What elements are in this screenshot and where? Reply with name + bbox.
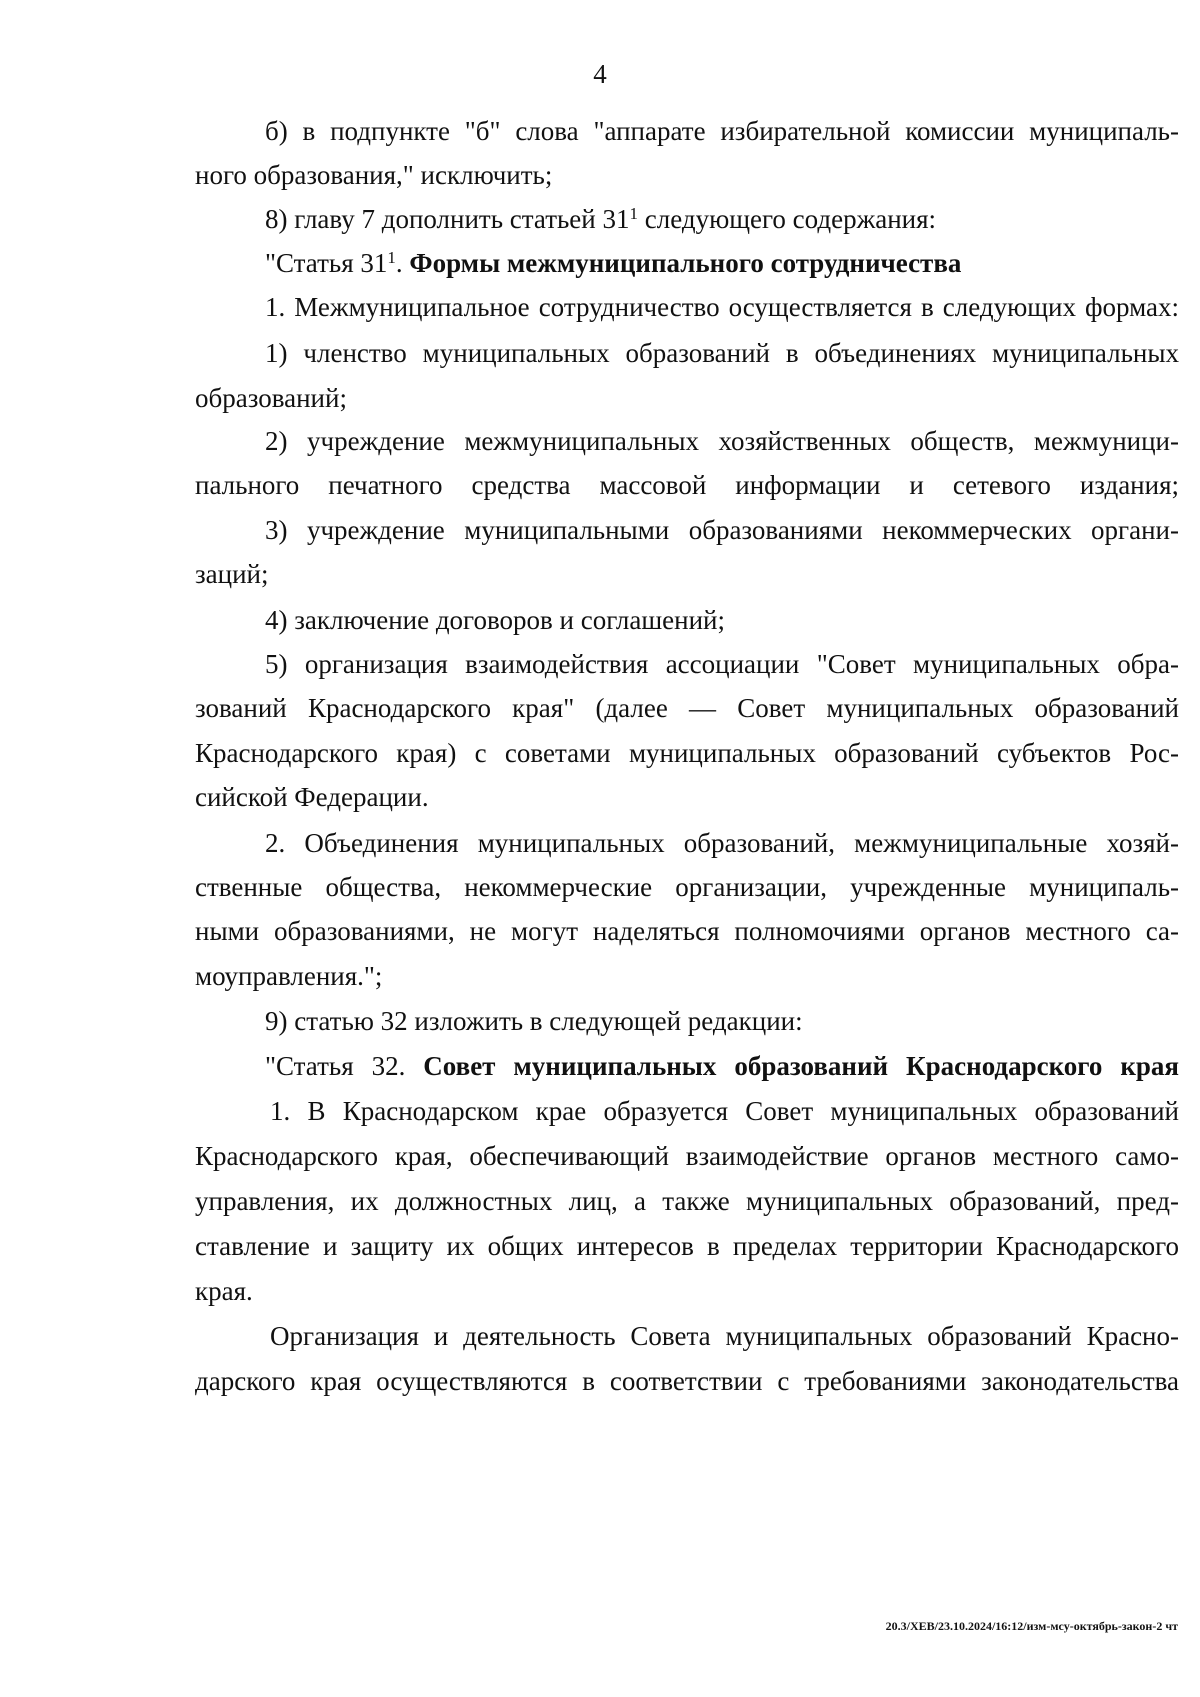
article-heading xyxy=(265,1048,1179,1084)
text-line: заций; xyxy=(195,559,269,589)
text-line: 1. Межмуниципальное сотрудничество осуществляется в следующих формах: xyxy=(265,292,1179,322)
text-line: сийской Федерации. xyxy=(195,782,429,812)
text-line: 5) организация взаимодействия ассоциации "Совет муниципальных обра- xyxy=(265,649,1179,679)
superscript: 1 xyxy=(387,248,396,267)
text-span: 8) главу 7 дополнить статьей 31 xyxy=(265,204,630,234)
text-line: 2. Объединения муниципальных образований, межмуниципальные хозяй- xyxy=(265,828,1179,858)
superscript: 1 xyxy=(629,204,638,223)
text-line: зований Краснодарского края" (далее — Совет муниципальных образований xyxy=(195,693,1179,723)
text-span: "Статья 32. xyxy=(265,1051,424,1081)
page-number: 4 xyxy=(593,59,607,89)
text-line: пального печатного средства массовой информации и сетевого издания; xyxy=(195,470,1179,500)
text-line: ственные общества, некоммерческие организации, учрежденные муниципаль- xyxy=(195,872,1179,902)
text-line: 1. В Краснодарском крае образуется Совет муниципальных образований xyxy=(270,1096,1179,1126)
text-line: ставление и защиту их общих интересов в пределах территории Краснодарского xyxy=(195,1231,1179,1261)
text-line: 4) заключение договоров и соглашений; xyxy=(265,605,725,635)
text-line: управления, их должностных лиц, а также муниципальных образований, пред- xyxy=(195,1186,1179,1216)
text-line: 1) членство муниципальных образований в объединениях муниципальных xyxy=(265,338,1179,368)
text-span: следующего содержания: xyxy=(638,204,937,234)
text-line: Организация и деятельность Совета муниципальных образований Красно- xyxy=(270,1321,1179,1351)
article-heading xyxy=(265,245,1179,281)
text-line: 9) статью 32 изложить в следующей редакции: xyxy=(265,1006,803,1036)
text-line: моуправления."; xyxy=(195,961,383,991)
text-line: ными образованиями, не могут наделяться полномочиями органов местного са- xyxy=(195,916,1179,946)
text-span: "Статья 31 xyxy=(265,248,388,278)
text-line: 2) учреждение межмуниципальных хозяйственных обществ, межмуници- xyxy=(265,426,1179,456)
text-line: 3) учреждение муниципальными образованиями некоммерческих органи- xyxy=(265,515,1179,545)
text-line: ного образования," исключить; xyxy=(195,160,553,190)
article-title: Совет муниципальных образований Краснодарского края xyxy=(423,1051,1179,1081)
text-line: дарского края осуществляются в соответствии с требованиями законодательства xyxy=(195,1366,1179,1396)
text-line: образований; xyxy=(195,383,347,413)
document-code-footer: 20.3/ХЕВ/23.10.2024/16:12/изм-мсу-октябрь-закон-2 чт xyxy=(885,1619,1178,1633)
text-line xyxy=(265,201,1179,237)
text-line: Краснодарского края, обеспечивающий взаимодействие органов местного само- xyxy=(195,1141,1179,1171)
article-title: Формы межмуниципального сотрудничества xyxy=(409,248,962,278)
text-span: . xyxy=(395,248,410,278)
text-line: б) в подпункте "б" слова "аппарате избирательной комиссии муниципаль- xyxy=(265,116,1179,146)
text-line: Краснодарского края) с советами муниципальных образований субъектов Рос- xyxy=(195,738,1179,768)
text-line: края. xyxy=(195,1276,253,1306)
